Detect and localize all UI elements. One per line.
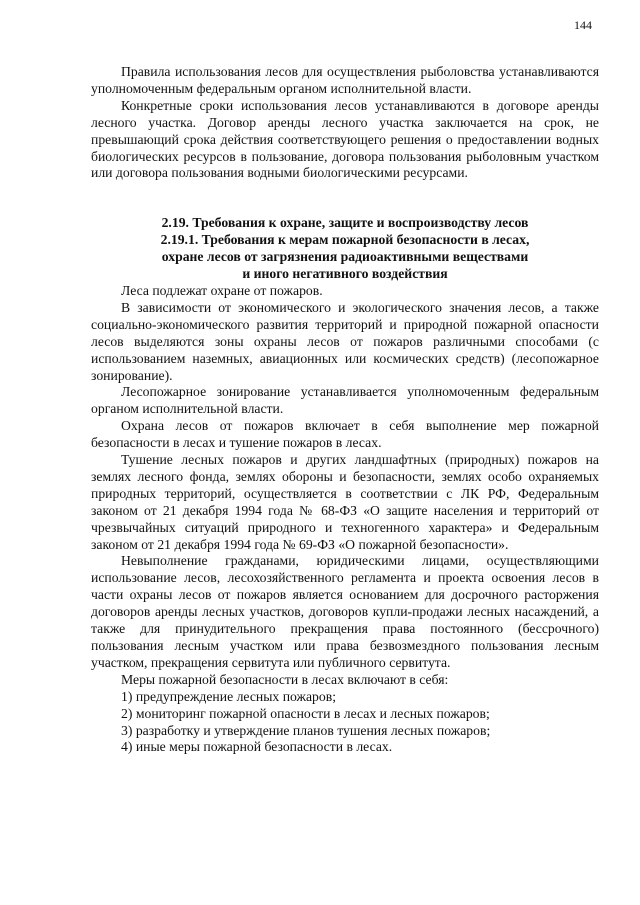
document-body: [91, 64, 599, 756]
list-item: 3) разработку и утверждение планов тушения лесных пожаров;: [121, 722, 491, 738]
heading-line-2: 2.19.1. Требования к мерам пожарной безопасности в лесах,: [160, 232, 530, 248]
list-item: 4) иные меры пожарной безопасности в лесах.: [121, 739, 393, 755]
paragraph-fishing-rules: Правила использования лесов для осуществления рыболовства устанавливаются уполномоченным федеральным органом исполнительной власти.: [91, 64, 599, 96]
paragraph-firefighting-law: Тушение лесных пожаров и других ландшафтных (природных) пожаров на землях лесного фонда, землях обороны и безопасности, землях особо охраняемых природных территорий, осуществляется в соответствии с ЛК РФ, Федеральным законом от 21 декабря 1994 года № 68-ФЗ «О защите населения и территорий от чрезвычайных ситуаций природного и техногенного характера» и Федеральным законом от 21 декабря 1994 года № 69-ФЗ «О пожарной безопасности».: [91, 452, 599, 552]
heading-line-1: 2.19. Требования к охране, защите и воспроизводству лесов: [161, 215, 529, 231]
heading-line-3: охране лесов от загрязнения радиоактивными веществами: [161, 249, 529, 265]
paragraph-lease-terms: Конкретные сроки использования лесов устанавливаются в договоре аренды лесного участка. Договор аренды лесного участка заключается на срок, не превышающий срока действия соответствующего решения о предоставлении водных биологических ресурсов в пользование, договора пользования рыболовным участком или договора пользования водными биологическими ресурсами.: [91, 97, 599, 181]
section-gap: [91, 182, 599, 215]
paragraph-fire-zones: В зависимости от экономического и экологического значения лесов, а также социально-экономического развития территорий и природной пожарной опасности лесов выделяются зоны охраны лесов от пожаров различными способами (с использованием наземных, авиационных или космических средств) (лесопожарное зонирование).: [91, 299, 599, 383]
measures-list: [91, 689, 599, 757]
paragraph-noncompliance: Невыполнение гражданами, юридическими лицами, осуществляющими использование лесов, лесохозяйственного регламента и проекта освоения лесов в части охраны лесов от пожаров является основанием для досрочного расторжения договоров аренды лесных участков, договоров купли-продажи лесных насаждений, а также для принудительного прекращения права постоянного (бессрочного) пользования лесным участком или права безвозмездного пользования лесным участком, прекращения сервитута или публичного сервитута.: [91, 553, 599, 670]
heading-line-4: и иного негативного воздействия: [242, 266, 448, 282]
page-number: 144: [574, 18, 592, 32]
list-item: 2) мониторинг пожарной опасности в лесах и лесных пожаров;: [121, 705, 490, 721]
paragraph-measures-intro: Меры пожарной безопасности в лесах включают в себя:: [121, 671, 449, 687]
paragraph-zoning-authority: Лесопожарное зонирование устанавливается уполномоченным федеральным органом исполнительной власти.: [91, 384, 599, 417]
list-item: 1) предупреждение лесных пожаров;: [121, 688, 337, 704]
paragraph-fire-protection: Леса подлежат охране от пожаров.: [121, 282, 323, 298]
section-heading: [91, 215, 599, 283]
paragraph-fire-safety-measures: Охрана лесов от пожаров включает в себя выполнение мер пожарной безопасности в лесах и тушение пожаров в лесах.: [91, 418, 599, 451]
